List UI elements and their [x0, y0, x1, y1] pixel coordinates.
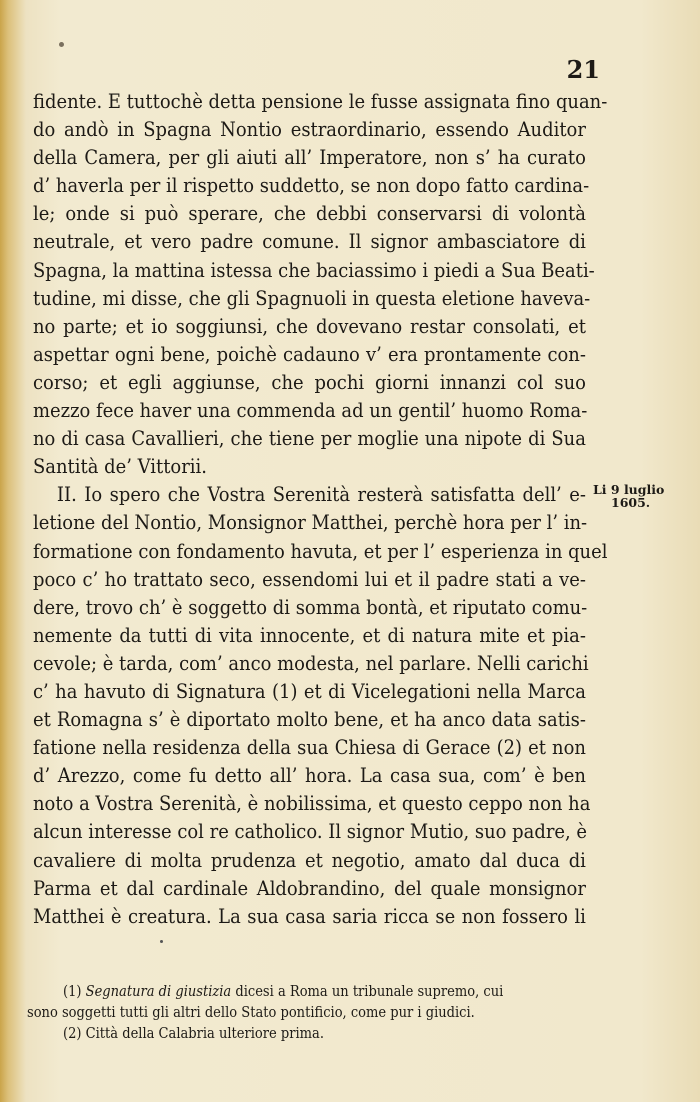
- text-line: fidente. E tuttochè detta pensione le fusse assignata fino quan-: [33, 90, 608, 113]
- page-number: 21: [566, 55, 600, 84]
- margin-date-note: [593, 483, 698, 509]
- text-line: noto a Vostra Serenità, è nobilissima, et questo ceppo non ha: [33, 792, 591, 816]
- text-line: alcun interesse col re catholico. Il signor Mutio, suo padre, è: [33, 820, 588, 844]
- text-line: c’ ha havuto di Signatura (1) et di Vicelegationi nella Marca: [33, 679, 586, 703]
- text-line: fatione nella residenza della sua Chiesa di Gerace (2) et non: [33, 736, 586, 760]
- text-line: neutrale, et vero padre comune. Il signor ambasciatore di: [33, 230, 586, 254]
- text-line: cevole; è tarda, com’ anco modesta, nel parlare. Nelli carichi: [33, 651, 589, 675]
- text-line: d’ haverla per il rispetto suddetto, se non dopo fatto cardina-: [33, 174, 590, 198]
- text-line: Parma et dal cardinale Aldobrandino, del quale monsignor: [33, 876, 586, 900]
- text-line: formatione con fondamento havuta, et per l’ esperienza in quel: [33, 539, 608, 563]
- body-text: [33, 88, 608, 931]
- text-line: no di casa Cavallieri, che tiene per moglie una nipote di Sua: [33, 427, 586, 451]
- margin-note-day: Li 9 luglio: [593, 482, 665, 497]
- text-line: do andò in Spagna Nontio estraordinario, essendo Auditor: [33, 118, 586, 142]
- footnote-1-term: Segnatura di giustizia: [85, 984, 232, 1000]
- ink-speck: [160, 940, 163, 943]
- text-line: Matthei è creatura. La sua casa saria ricca se non fossero li: [33, 904, 586, 928]
- footnote-1-continuation: sono soggetti tutti gli altri dello Stato pontificio, come pur i giudici.: [27, 1005, 475, 1021]
- text-line: le; onde si può sperare, che debbi conservarsi di volontà: [33, 202, 586, 226]
- footnote-1-marker: (1): [63, 984, 82, 1000]
- footnotes: [27, 982, 585, 1045]
- footnote-1: [27, 982, 585, 1003]
- ink-speck: [59, 42, 64, 47]
- footnote-2: (2) Città della Calabria ulteriore prima.: [63, 1026, 324, 1042]
- text-line: Spagna, la mattina istessa che baciassimo i piedi a Sua Beati-: [33, 258, 595, 282]
- text-line: corso; et egli aggiunse, che pochi giorni innanzi col suo: [33, 370, 586, 394]
- margin-note-year: 1605.: [611, 495, 651, 510]
- paragraph-start-line: II. Io spero che Vostra Serenità resterà satisfatta dell’ e-: [56, 483, 586, 507]
- text-line: nemente da tutti di vita innocente, et di natura mite et pia-: [33, 623, 586, 647]
- text-line: d’ Arezzo, come fu detto all’ hora. La casa sua, com’ è ben: [33, 764, 586, 788]
- text-line: della Camera, per gli aiuti all’ Imperatore, non s’ ha curato: [33, 146, 586, 170]
- text-line: tudine, mi disse, che gli Spagnuoli in questa eletione haveva-: [33, 286, 591, 310]
- text-line: aspettar ogni bene, poichè cadauno v’ era prontamente con-: [33, 342, 586, 366]
- text-line: et Romagna s’ è diportato molto bene, et ha anco data satis-: [33, 708, 586, 732]
- text-line: mezzo fece haver una commenda ad un gentil’ huomo Roma-: [33, 399, 588, 423]
- text-line: no parte; et io soggiunsi, che dovevano restar consolati, et: [33, 314, 586, 338]
- text-line: cavaliere di molta prudenza et negotio, amato dal duca di: [33, 848, 586, 872]
- text-line: letione del Nontio, Monsignor Matthei, perchè hora per l’ in-: [33, 511, 588, 535]
- text-line: poco c’ ho trattato seco, essendomi lui et il padre stati a ve-: [33, 567, 586, 591]
- footnote-1-text: dicesi a Roma un tribunale supremo, cui: [235, 984, 504, 1000]
- text-line: dere, trovo ch’ è soggetto di somma bontà, et riputato comu-: [33, 595, 588, 619]
- text-line: Santità de’ Vittorii.: [33, 455, 207, 479]
